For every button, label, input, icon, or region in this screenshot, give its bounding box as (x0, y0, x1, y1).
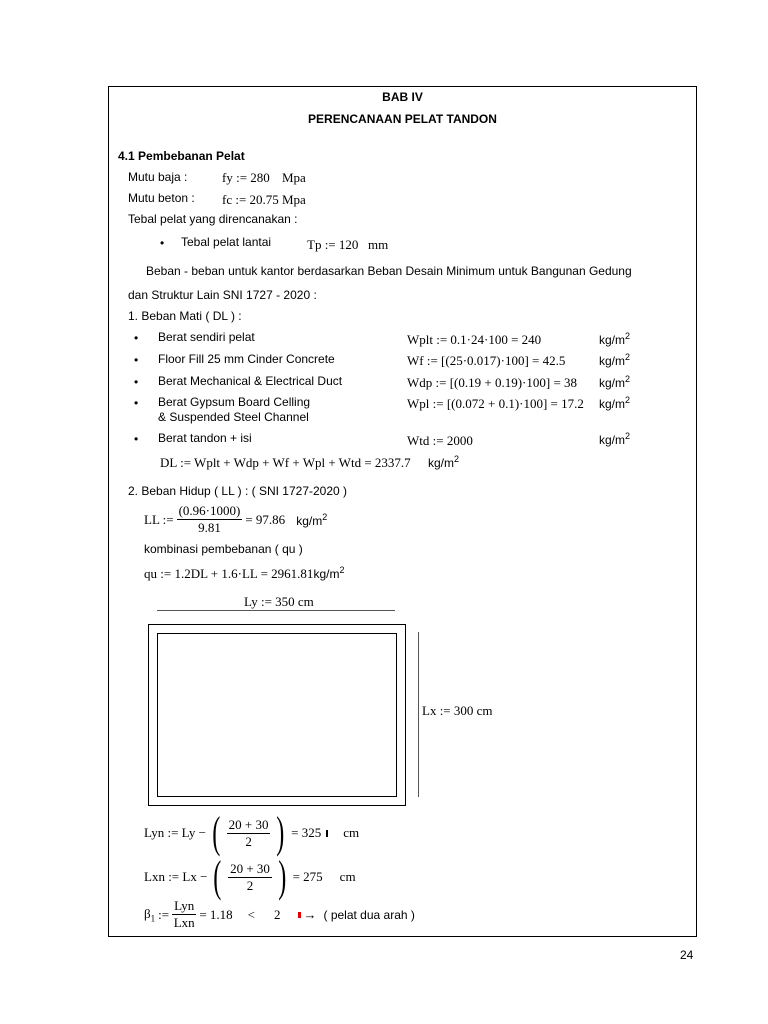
ll-numerator: (0.96·1000) (178, 503, 241, 518)
beta-assign: := (158, 906, 170, 922)
concrete-unit: Mpa (282, 192, 306, 207)
lx-label: Lx := 300 cm (422, 703, 493, 718)
bullet: • (134, 353, 139, 367)
paren-right-icon: ) (278, 852, 287, 901)
chapter-title: PERENCANAAN PELAT TANDON (308, 112, 497, 126)
ll-equation (144, 504, 327, 535)
paren-left-icon: ( (212, 808, 221, 857)
chapter-heading: BAB IV (382, 90, 423, 104)
plate-inner-outline (157, 633, 397, 797)
thickness-unit: mm (368, 237, 389, 252)
ll-result: = 97.86 (245, 511, 286, 527)
lxn-denominator: 2 (246, 877, 254, 893)
ll-denominator: 9.81 (198, 520, 221, 535)
lyn-equation (144, 808, 360, 857)
dead-load-label: Berat Gypsum Board Celling (158, 395, 311, 409)
bullet: • (134, 432, 139, 446)
dead-load-unit: $kg/m^2$ (599, 352, 631, 368)
arrow-right-icon: → (303, 906, 317, 922)
lxn-result: = 275 (292, 869, 323, 884)
beta-less-than: < (247, 906, 255, 922)
beta-fraction (172, 899, 196, 930)
lxn-equation (144, 852, 356, 901)
qu-unit: $kg/m^2$ (313, 565, 345, 581)
thickness-value: Tp := 120 (307, 237, 359, 252)
thickness-item: Tebal pelat lantai (181, 235, 272, 249)
lxn-numerator: 20 + 30 (230, 860, 270, 876)
paren-right-icon: ) (276, 808, 285, 857)
beta-symbol: $\beta_1$ (144, 905, 156, 924)
dead-load-label: Berat tandon + isi (158, 431, 252, 445)
bullet: • (134, 331, 139, 345)
dl-total: DL := Wplt + Wdp + Wf + Wpl + Wtd = 2337.7 (160, 455, 411, 470)
steel-label: Mutu baja : (128, 170, 188, 184)
dead-load-unit: $kg/m^2$ (599, 374, 631, 390)
dead-load-formula: Wplt := 0.1·24·100 = 240 (407, 332, 542, 347)
paragraph-line-1: Beban - beban untuk kantor berdasarkan Beban Desain Minimum untuk Bangunan Gedung (146, 264, 632, 278)
beta-equation (144, 899, 415, 930)
paren-left-icon: ( (213, 852, 222, 901)
dead-load-unit: $kg/m^2$ (599, 331, 631, 347)
bullet: • (160, 236, 165, 250)
combo-heading: kombinasi pembebanan ( qu ) (144, 542, 303, 556)
beta-result: = 1.18 (199, 906, 233, 922)
ly-dimension-line (157, 610, 395, 611)
qu-equation: qu := $1.2DL + 1.6\cdot LL = 2961.81kg/m^2$ (144, 565, 345, 581)
cursor-icon (326, 830, 328, 837)
dead-load-label: Berat sendiri pelat (158, 330, 255, 344)
dead-load-label: Floor Fill 25 mm Cinder Concrete (158, 352, 335, 366)
dead-load-unit: $kg/m^2$ (599, 431, 631, 447)
dl-total-unit: $kg/m^2$ (428, 454, 460, 470)
section-heading: 4.1 Pembebanan Pelat (118, 149, 245, 163)
lyn-result: = 325 (291, 825, 322, 840)
lyn-lhs: Lyn := Ly − (144, 825, 206, 840)
lxn-unit: cm (339, 869, 356, 884)
bullet: • (134, 396, 139, 410)
red-marker-icon (298, 912, 301, 918)
dead-load-formula: Wtd := 2000 (407, 433, 473, 448)
beta-note: ( pelat dua arah ) (323, 907, 415, 922)
dead-load-label: Berat Mechanical & Electrical Duct (158, 374, 343, 388)
lxn-lhs: Lxn := Lx − (144, 869, 208, 884)
lyn-unit: cm (343, 825, 360, 840)
thickness-intro: Tebal pelat yang direncanakan : (128, 212, 298, 226)
ll-fraction (177, 504, 243, 535)
bullet: • (134, 375, 139, 389)
beta-numerator: Lyn (174, 898, 195, 913)
live-load-heading: 2. Beban Hidup ( LL ) : ( SNI 1727-2020 ) (128, 484, 348, 498)
ll-unit: $kg/m^2$ (296, 511, 328, 528)
lyn-denominator: 2 (245, 833, 252, 849)
dead-load-label-cont: & Suspended Steel Channel (158, 410, 309, 424)
dead-load-formula: Wpl := [(0.072 + 0.1)·100] = 17.2 (407, 396, 584, 411)
beta-limit: 2 (274, 906, 281, 922)
page-number: 24 (680, 948, 694, 962)
lx-dimension-line (418, 632, 419, 797)
lyn-fraction (227, 818, 271, 849)
ll-lhs: LL := (144, 511, 174, 527)
dead-load-heading: 1. Beban Mati ( DL ) : (128, 309, 242, 323)
ly-label: Ly := 350 cm (244, 594, 314, 609)
beta-denominator: Lxn (173, 915, 195, 930)
steel-value: fy := 280 (222, 170, 270, 185)
lyn-numerator: 20 + 30 (228, 816, 269, 832)
lxn-fraction (228, 862, 272, 893)
paragraph-line-2: dan Struktur Lain SNI 1727 - 2020 : (128, 288, 317, 302)
steel-unit: Mpa (282, 170, 306, 185)
dead-load-unit: $kg/m^2$ (599, 395, 631, 411)
dead-load-formula: Wdp := [(0.19 + 0.19)·100] = 38 (407, 375, 578, 390)
dead-load-formula: Wf := [(25·0.017)·100] = 42.5 (407, 353, 566, 368)
concrete-label: Mutu beton : (128, 191, 195, 205)
concrete-value: fc := 20.75 (222, 192, 279, 207)
